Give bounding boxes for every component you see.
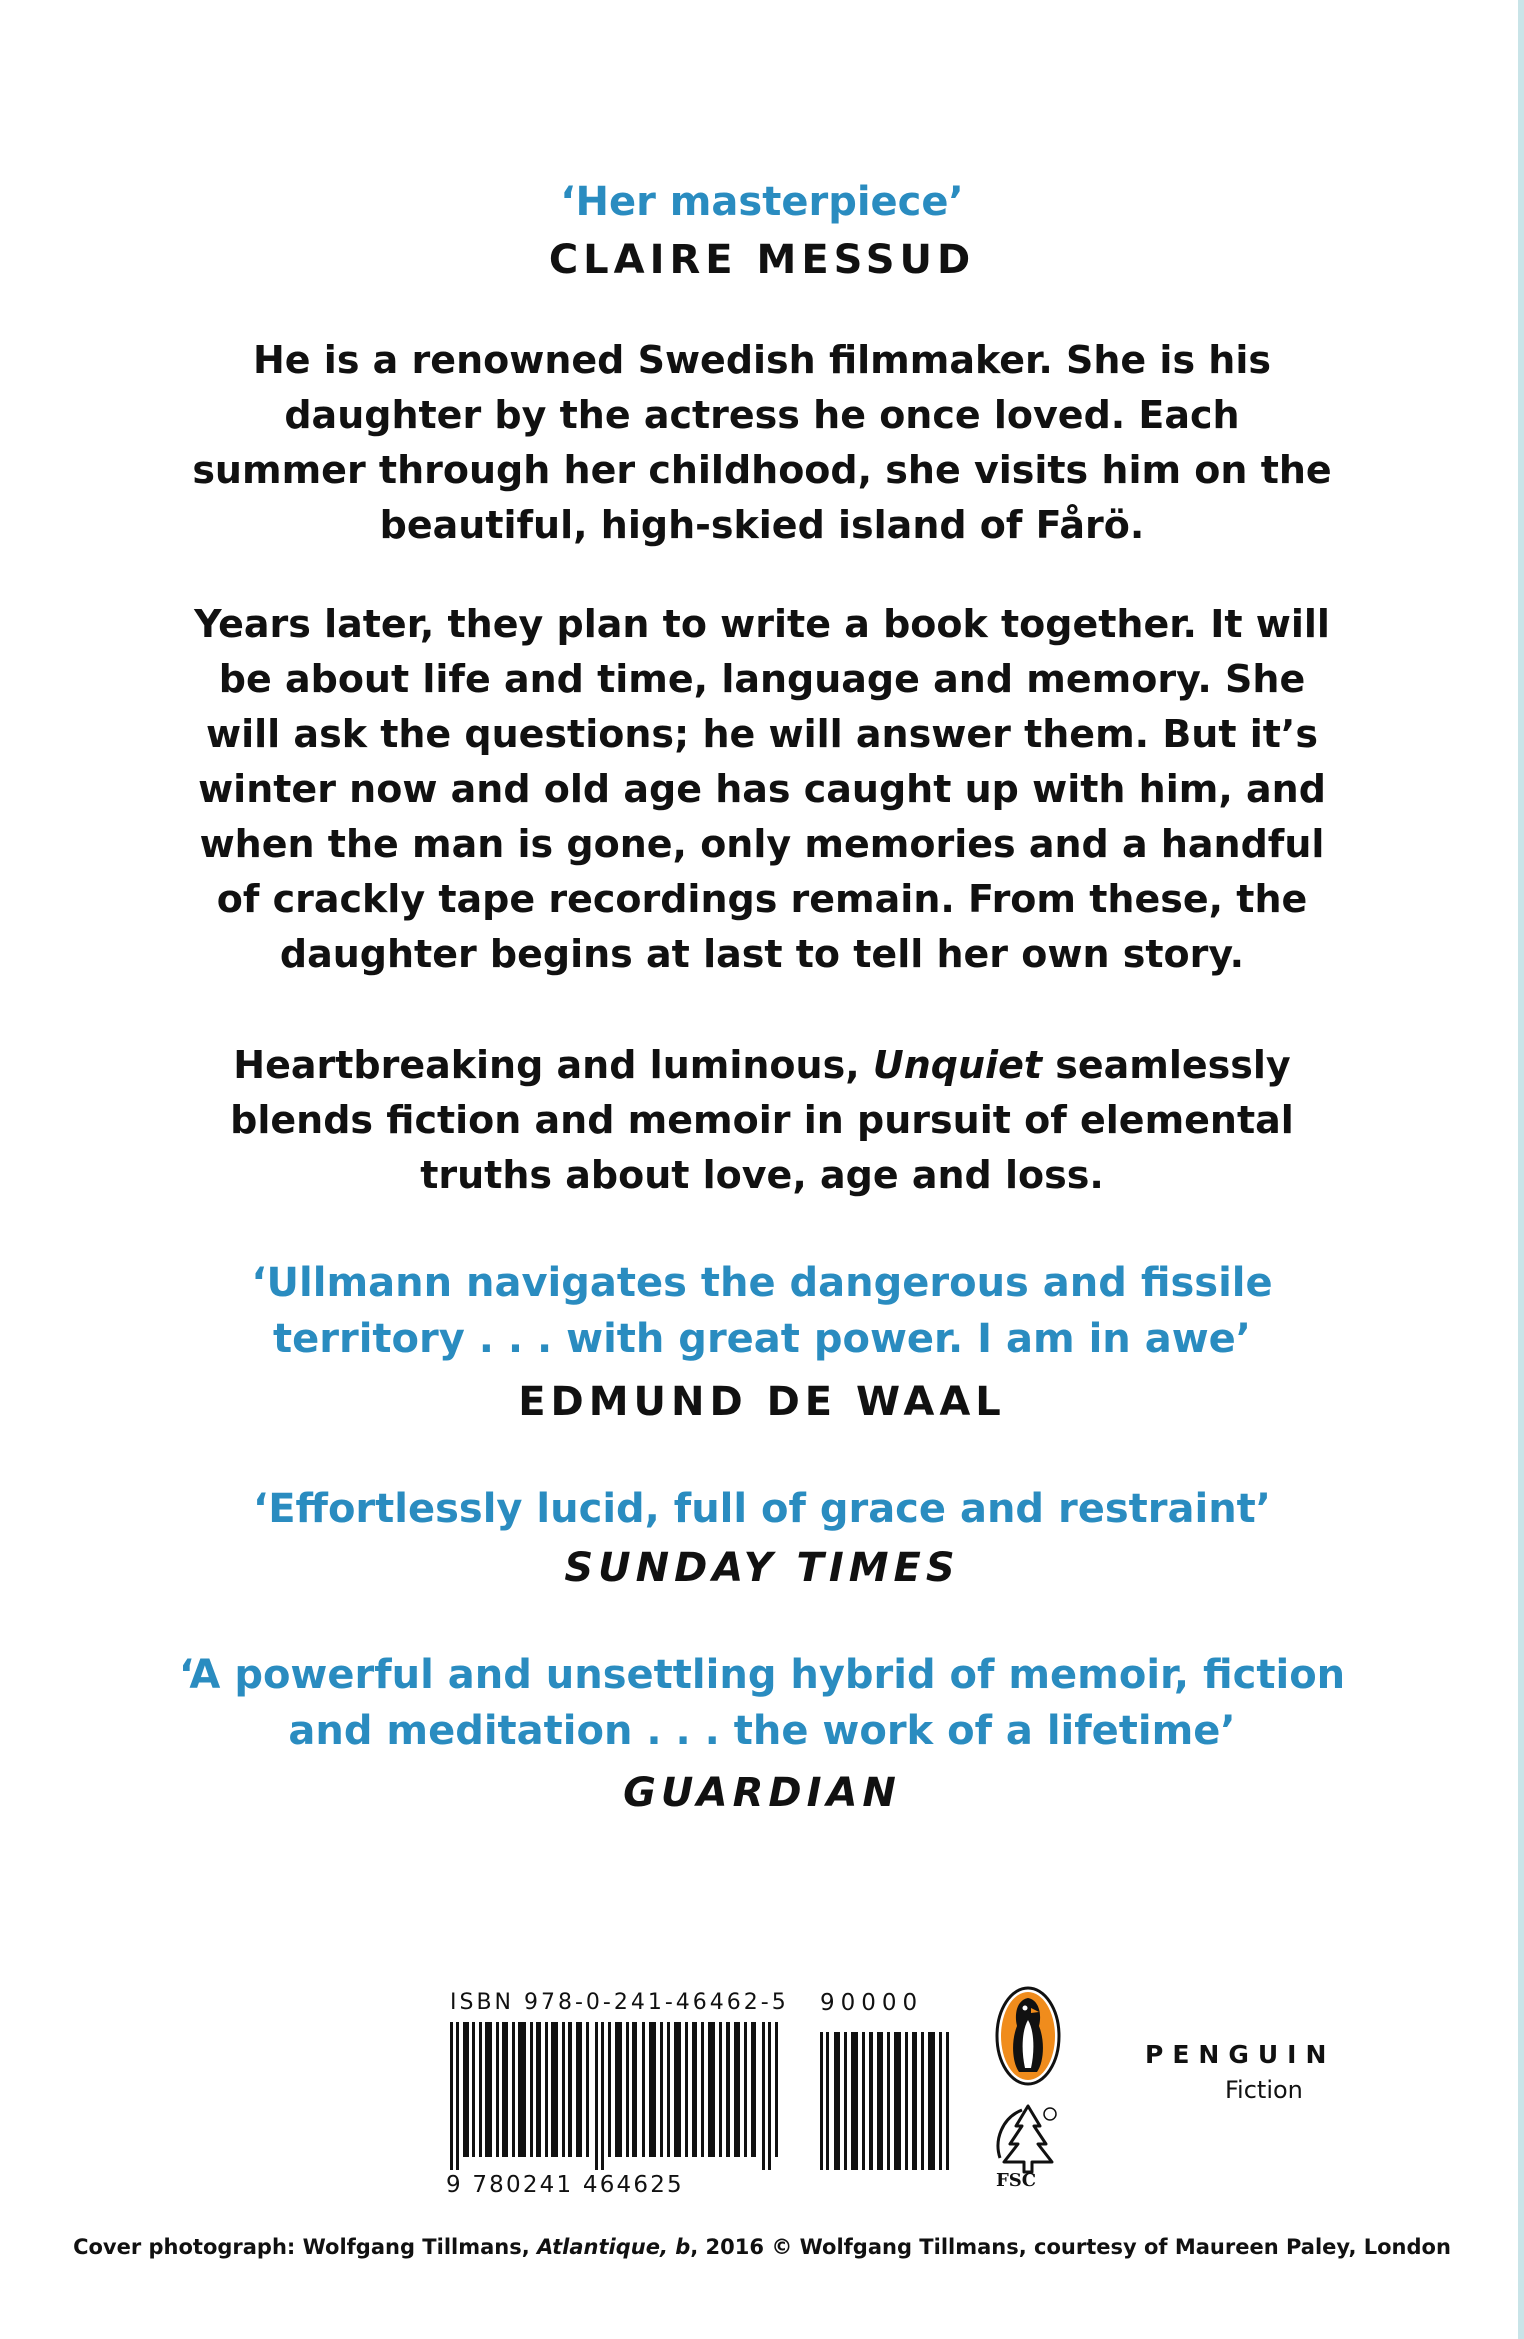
penguin-logo-icon [995, 1986, 1061, 2086]
cover-credit [0, 2235, 1524, 2259]
barcode-digits: 9 780241 464625 [446, 2172, 684, 2198]
blurb-paragraph-3 [0, 1038, 1524, 1203]
blurb-line: Years later, they plan to write a book together. It will [194, 602, 1330, 646]
price-code: 90000 [820, 1990, 924, 2016]
artwork-title: Atlantique, b [537, 2235, 691, 2259]
quote-sunday-times: ‘Effortlessly lucid, full of grace and restraint’ [253, 1486, 1271, 1532]
isbn-barcode [450, 2022, 780, 2170]
quote-claire-messud: ‘Her masterpiece’ [560, 179, 964, 225]
attribution-edmund-de-waal: EDMUND DE WAAL [518, 1379, 1006, 1425]
blurb-text: seamlessly [1042, 1043, 1291, 1087]
book-title: Unquiet [872, 1043, 1043, 1087]
blurb-line: truths about love, age and loss. [420, 1153, 1104, 1197]
credit-text: , 2016 © Wolfgang Tillmans, courtesy of Maureen Paley, London [690, 2235, 1451, 2259]
blurb-line: daughter by the actress he once loved. Each [284, 393, 1240, 437]
blurb-line: be about life and time, language and memory. She [218, 657, 1306, 701]
blurb-line: blends fiction and memoir in pursuit of elemental [230, 1098, 1294, 1142]
isbn-label: ISBN 978-0-241-46462-5 [450, 1990, 789, 2015]
fsc-label: FSC [996, 2170, 1037, 2191]
blurb-line: beautiful, high-skied island of Fårö. [379, 503, 1145, 547]
quote-line: ‘Ullmann navigates the dangerous and fissile [251, 1260, 1273, 1306]
blurb-line: daughter begins at last to tell her own story. [279, 932, 1245, 976]
credit-text: Cover photograph: Wolfgang Tillmans, [73, 2235, 538, 2259]
blurb-text: Heartbreaking and luminous, [233, 1043, 873, 1087]
attribution-guardian: GUARDIAN [623, 1770, 901, 1816]
attribution-sunday-times: SUNDAY TIMES [564, 1545, 960, 1591]
blurb-line [0, 1038, 1524, 1093]
publisher-imprint: Fiction [1225, 2076, 1303, 2104]
blurb-line: of crackly tape recordings remain. From these, the [216, 877, 1308, 921]
attribution-claire-messud: CLAIRE MESSUD [548, 237, 976, 283]
publisher-brand: PENGUIN [1145, 2040, 1336, 2069]
quote-edmund-de-waal [0, 1255, 1524, 1367]
quote-line: and meditation . . . the work of a lifetime’ [288, 1708, 1236, 1754]
blurb-paragraph-1 [0, 333, 1524, 553]
quote-line: ‘A powerful and unsettling hybrid of memoir, fiction [178, 1652, 1346, 1698]
price-barcode [820, 2022, 950, 2170]
blurb-line: winter now and old age has caught up with him, and [198, 767, 1326, 811]
quote-guardian [0, 1647, 1524, 1759]
blurb-line: when the man is gone, only memories and a handful [199, 822, 1325, 866]
quote-line: territory . . . with great power. I am in awe’ [273, 1316, 1251, 1362]
blurb-line: summer through her childhood, she visits him on the [192, 448, 1332, 492]
blurb-paragraph-2 [0, 597, 1524, 982]
blurb-line: will ask the questions; he will answer them. But it’s [206, 712, 1318, 756]
blurb-line: He is a renowned Swedish filmmaker. She is his [253, 338, 1271, 382]
